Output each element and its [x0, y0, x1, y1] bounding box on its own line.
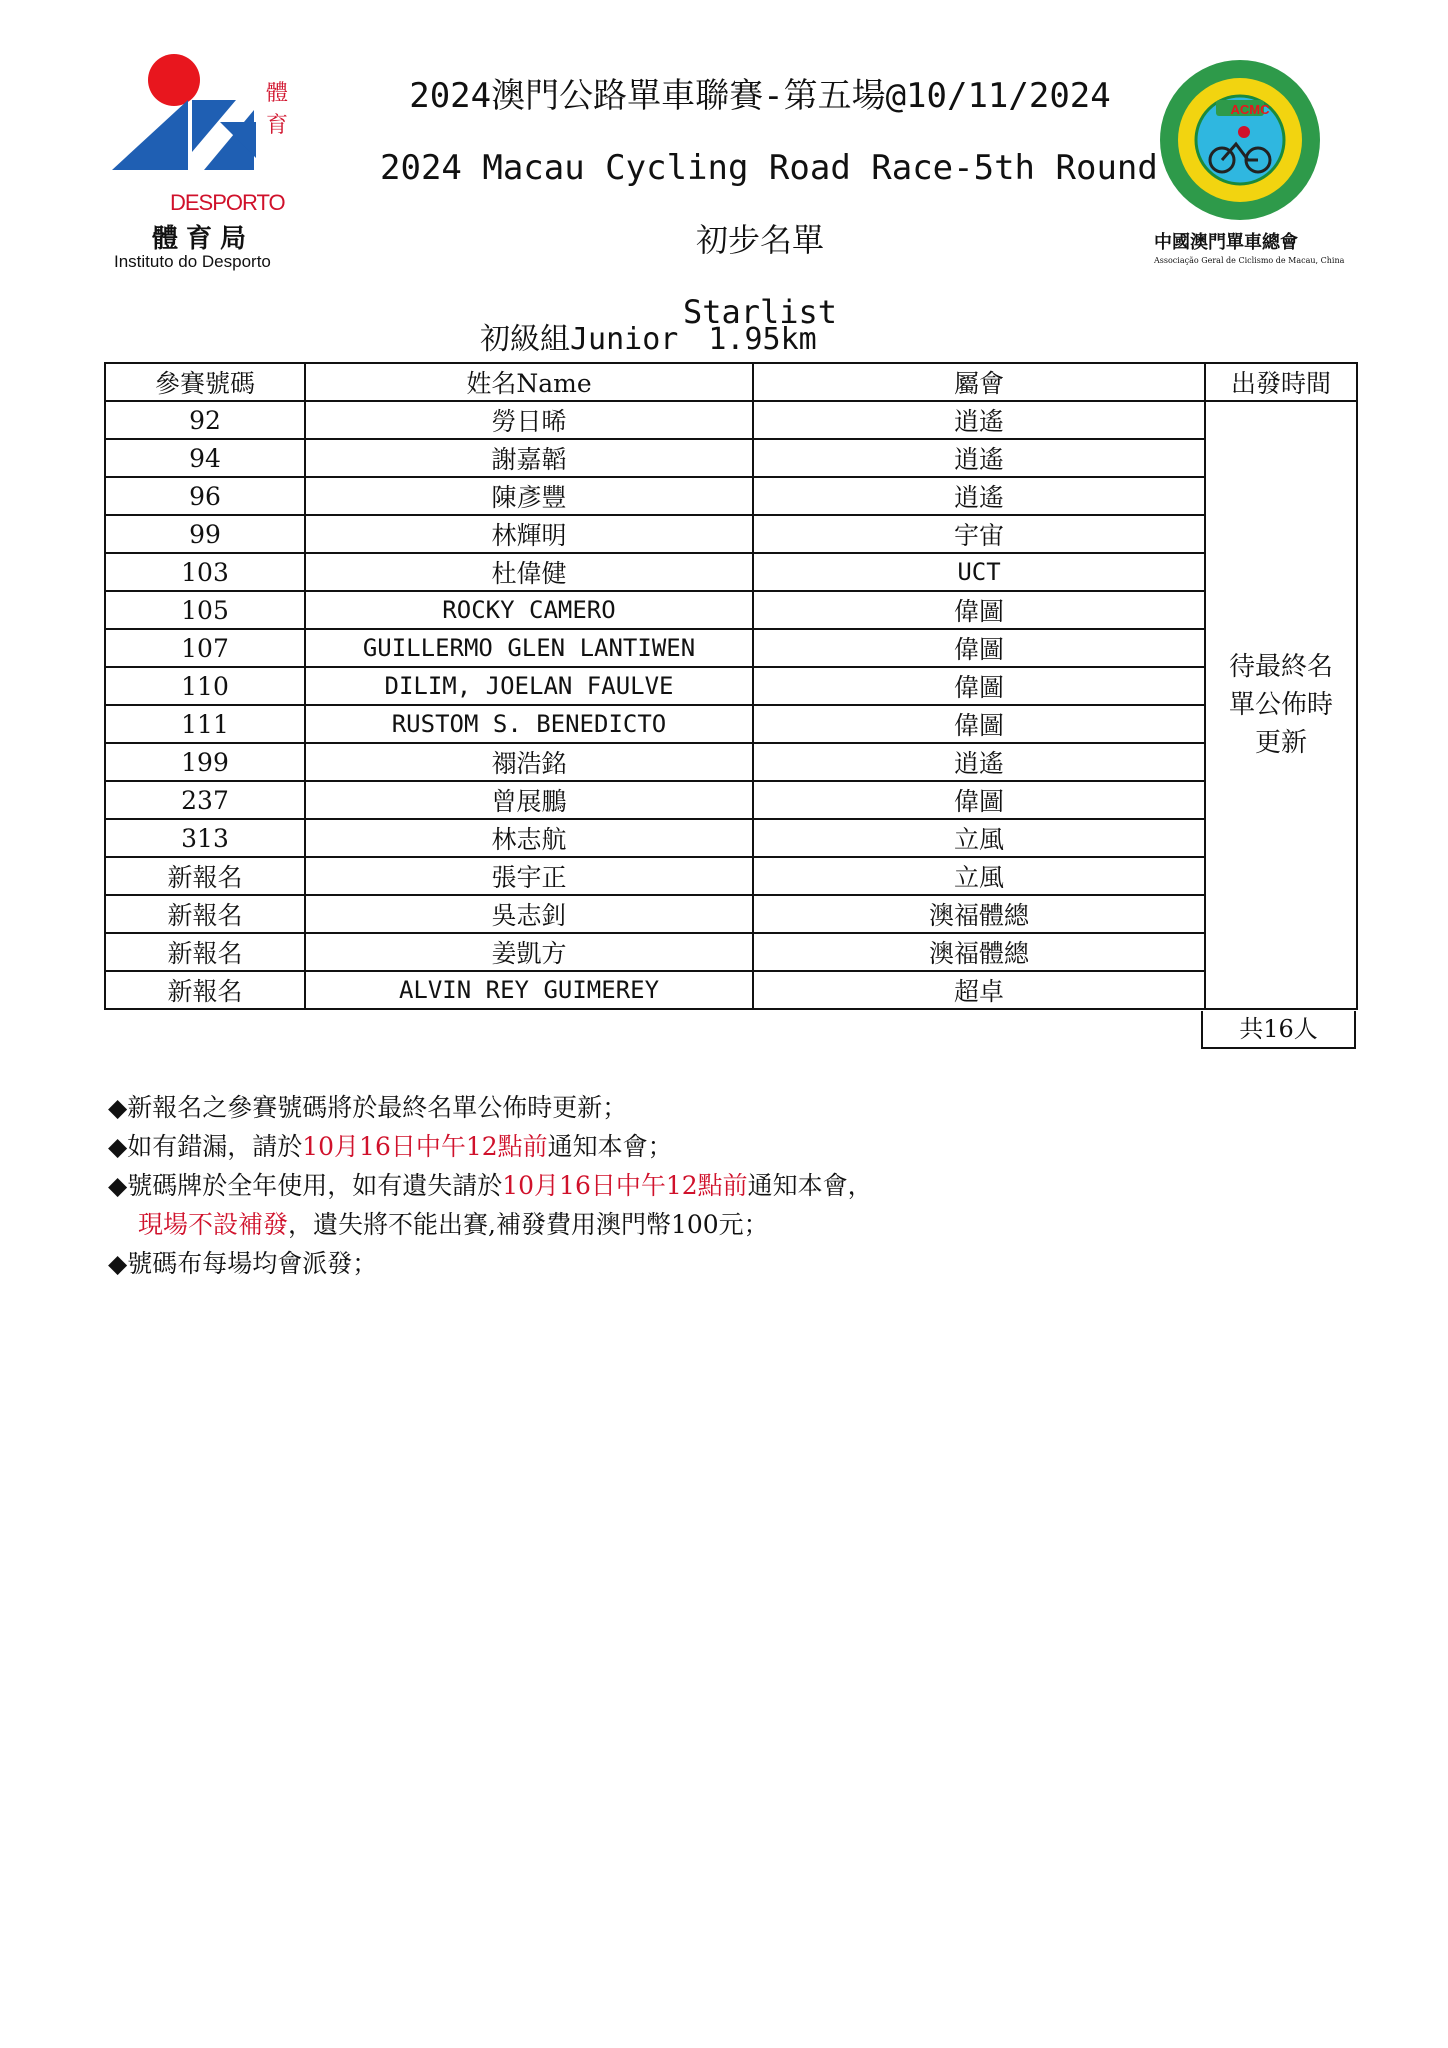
cell-club: 立風: [753, 819, 1205, 857]
acmc-name-cn: 中國澳門單車總會: [1154, 232, 1298, 253]
cell-number: 新報名: [105, 857, 305, 895]
cell-club: UCT: [753, 553, 1205, 591]
cell-number: 313: [105, 819, 305, 857]
cell-club: 澳福體總: [753, 895, 1205, 933]
note-5: ◆號碼布每場均會派發；: [108, 1249, 378, 1278]
cell-number: 92: [105, 401, 305, 439]
cell-club: 偉圖: [753, 781, 1205, 819]
note-3-tail: 通知本會，: [747, 1171, 873, 1200]
cell-club: 立風: [753, 857, 1205, 895]
header-name: 姓名Name: [305, 363, 753, 401]
note-3-text: ◆號碼牌於全年使用，如有遺失請於: [108, 1171, 503, 1200]
cell-club: 宇宙: [753, 515, 1205, 553]
start-time-note: 待最終名單公佈時更新: [1205, 401, 1357, 1009]
note-1: ◆新報名之參賽號碼將於最終名單公佈時更新；: [108, 1093, 628, 1122]
cell-number: 107: [105, 629, 305, 667]
starlist-table: [104, 362, 1358, 1010]
desporto-vertical-text: 體育: [266, 81, 289, 138]
note-2: [108, 1127, 873, 1166]
desporto-brand: DESPORTO: [170, 190, 285, 215]
category-label: 初級組Junior: [480, 322, 679, 357]
category-heading: [480, 314, 847, 358]
cell-name: 林輝明: [305, 515, 753, 553]
cell-name: ALVIN REY GUIMEREY: [305, 971, 753, 1009]
acmc-logo: [1150, 56, 1345, 286]
note-2-text: ◆如有錯漏，請於: [108, 1132, 303, 1161]
note-4-tail: ，遺失將不能出賽,補發費用澳門幣100元；: [288, 1210, 769, 1239]
note-4: [108, 1205, 873, 1244]
note-4-warning: 現場不設補發: [138, 1210, 289, 1239]
subtitle-cn: 初步名單: [695, 221, 824, 259]
table-row: [105, 857, 1357, 895]
cell-club: 偉圖: [753, 705, 1205, 743]
table-row: [105, 439, 1357, 477]
acmc-name-pt: Associação Geral de Ciclismo de Macau, China: [1154, 256, 1345, 265]
header: [380, 60, 1158, 348]
cell-number: 111: [105, 705, 305, 743]
cell-club: 逍遙: [753, 743, 1205, 781]
subtitle-en: Starlist: [682, 293, 838, 331]
table-row: [105, 705, 1357, 743]
acmc-badge: ACMC: [1230, 102, 1270, 117]
cell-name: GUILLERMO GLEN LANTIWEN: [305, 629, 753, 667]
cell-club: 偉圖: [753, 591, 1205, 629]
table-row: [105, 515, 1357, 553]
cell-name: 謝嘉韜: [305, 439, 753, 477]
table-row: [105, 971, 1357, 1009]
cell-club: 偉圖: [753, 629, 1205, 667]
cell-club: 超卓: [753, 971, 1205, 1009]
cell-name: 吳志釗: [305, 895, 753, 933]
cell-club: 澳福體總: [753, 933, 1205, 971]
note-3: [108, 1166, 873, 1205]
cell-number: 103: [105, 553, 305, 591]
cell-number: 96: [105, 477, 305, 515]
header-number: 參賽號碼: [105, 363, 305, 401]
cell-name: 曾展鵬: [305, 781, 753, 819]
cell-club: 偉圖: [753, 667, 1205, 705]
desporto-name-pt: Instituto do Desporto: [114, 252, 271, 271]
cell-name: ROCKY CAMERO: [305, 591, 753, 629]
cell-number: 199: [105, 743, 305, 781]
table-row: [105, 781, 1357, 819]
cell-name: 勞日晞: [305, 401, 753, 439]
cell-club: 逍遙: [753, 477, 1205, 515]
category-distance: 1.95km: [708, 322, 817, 357]
notes: [108, 1088, 873, 1283]
cell-number: 237: [105, 781, 305, 819]
table-row: [105, 743, 1357, 781]
note-2-deadline: 10月16日中午12點前: [302, 1132, 548, 1161]
title-en: 2024 Macau Cycling Road Race-5th Round: [380, 148, 1158, 188]
cell-club: 逍遙: [753, 439, 1205, 477]
cell-name: 林志航: [305, 819, 753, 857]
note-3-deadline: 10月16日中午12點前: [502, 1171, 748, 1200]
acmc-emblem-icon: [1150, 56, 1330, 226]
table-row: [105, 591, 1357, 629]
cell-number: 新報名: [105, 971, 305, 1009]
table-row: [105, 933, 1357, 971]
table-row: [105, 819, 1357, 857]
cell-number: 99: [105, 515, 305, 553]
cell-number: 新報名: [105, 895, 305, 933]
cell-name: 姜凱方: [305, 933, 753, 971]
cell-name: RUSTOM S. BENEDICTO: [305, 705, 753, 743]
cell-name: 杜偉健: [305, 553, 753, 591]
table-row: [105, 667, 1357, 705]
cell-name: 張宇正: [305, 857, 753, 895]
title-cn: 2024澳門公路單車聯賽-第五場@10/11/2024: [409, 76, 1111, 116]
cell-name: 禤浩銘: [305, 743, 753, 781]
cell-number: 110: [105, 667, 305, 705]
desporto-logo: [108, 52, 308, 282]
table-row: [105, 895, 1357, 933]
cell-number: 新報名: [105, 933, 305, 971]
note-2-tail: 通知本會；: [547, 1132, 673, 1161]
cell-number: 105: [105, 591, 305, 629]
table-row: [105, 477, 1357, 515]
total-count: 共16人: [1201, 1011, 1356, 1049]
cell-name: 陳彥豐: [305, 477, 753, 515]
cell-club: 逍遙: [753, 401, 1205, 439]
desporto-name-cn: 體育局: [152, 224, 255, 254]
header-start-time: 出發時間: [1205, 363, 1357, 401]
table-row: [105, 401, 1357, 439]
cell-name: DILIM, JOELAN FAULVE: [305, 667, 753, 705]
header-club: 屬會: [753, 363, 1205, 401]
table-row: [105, 629, 1357, 667]
table-row: [105, 553, 1357, 591]
table-header-row: [105, 363, 1357, 401]
cell-number: 94: [105, 439, 305, 477]
